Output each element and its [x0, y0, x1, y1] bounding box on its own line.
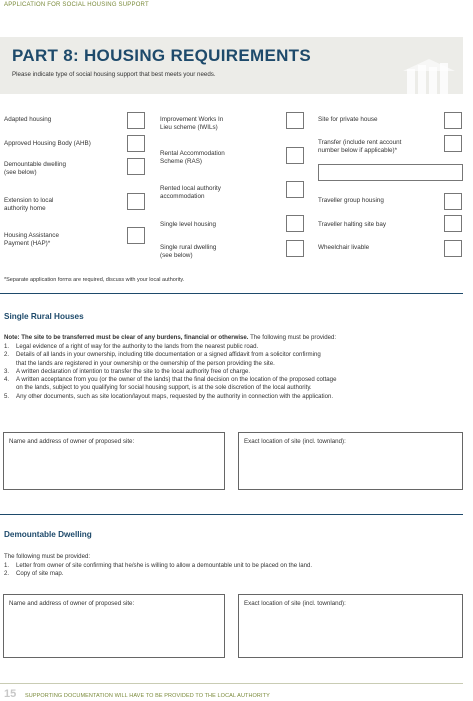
demountable-title: Demountable Dwelling: [4, 530, 92, 539]
single-rural-note: [4, 334, 466, 342]
checkbox-ahb[interactable]: [127, 135, 145, 152]
list-item: 2. Details of all lands in your ownership, including title documentation or a signed affidavit from a solicitor confirming that the lands are registered in your ownership or the ownership of the person providing the site.: [4, 351, 321, 367]
list-item: 2. Copy of site map.: [4, 570, 64, 578]
list-item: 3. A written declaration of intention to transfer the site to the local authority free of charge.: [4, 367, 251, 375]
option-label-wheelchair: Wheelchair livable: [318, 244, 370, 251]
option-label-single-rural: Single rural dwelling (see below): [160, 244, 217, 260]
checkbox-single-level[interactable]: [286, 215, 304, 232]
list-item: 5. Any other documents, such as site location/layout maps, requested by the authority in connection with the application.: [4, 392, 334, 400]
document-header-label: APPLICATION FOR SOCIAL HOUSING SUPPORT: [4, 2, 149, 8]
demountable-list: [4, 562, 469, 579]
option-label-site-private: Site for private house: [318, 116, 378, 123]
single-rural-owner-label: Name and address of owner of proposed site:: [9, 438, 135, 445]
option-label-traveller-group: Traveller group housing: [318, 197, 384, 204]
footer-divider: [0, 683, 463, 684]
option-label-single-level: Single level housing: [160, 221, 217, 228]
checkbox-demountable[interactable]: [127, 158, 145, 175]
single-rural-note-bold: Note: The site to be transferred must be clear of any burdens, financial or otherwise.: [4, 334, 249, 341]
single-rural-title: Single Rural Houses: [4, 312, 84, 321]
rent-account-number-input[interactable]: [318, 164, 463, 181]
single-rural-owner-field[interactable]: [3, 432, 225, 490]
checkbox-site-private[interactable]: [444, 112, 462, 129]
demountable-owner-label: Name and address of owner of proposed site:: [9, 600, 135, 607]
demountable-intro: The following must be provided:: [4, 553, 91, 560]
list-item: 1. Letter from owner of site confirming that he/she is willing to allow a demountable unit to be placed on the land.: [4, 562, 313, 569]
option-label-traveller-halting: Traveller halting site bay: [318, 221, 387, 228]
single-rural-list: [4, 343, 469, 401]
option-label-iwils: Improvement Works In Lieu scheme (IWILs): [160, 116, 224, 132]
list-item: 1. Legal evidence of a right of way for the authority to the lands from the nearest public road.: [4, 343, 259, 350]
footer-text: SUPPORTING DOCUMENTATION WILL HAVE TO BE PROVIDED TO THE LOCAL AUTHORITY: [25, 693, 270, 699]
option-label-demountable: Demountable dwelling (see below): [4, 161, 66, 177]
option-label-extension: Extension to local authority home: [4, 197, 54, 213]
checkbox-ras[interactable]: [286, 147, 304, 164]
option-label-ahb: Approved Housing Body (AHB): [4, 140, 91, 147]
single-rural-note-rest: The following must be provided:: [248, 334, 337, 341]
checkbox-wheelchair[interactable]: [444, 240, 462, 257]
page-subtitle: Please indicate type of social housing support that best meets your needs.: [12, 71, 216, 78]
page-number: 15: [4, 688, 17, 700]
demountable-location-label: Exact location of site (incl. townland):: [244, 600, 346, 607]
single-rural-location-label: Exact location of site (incl. townland):: [244, 438, 346, 445]
checkbox-adapted-housing[interactable]: [127, 112, 145, 129]
checkbox-single-rural[interactable]: [286, 240, 304, 257]
option-label-hap: Housing Assistance Payment (HAP)*: [4, 232, 59, 248]
option-label-transfer: Transfer (include rent account number below if applicable)*: [318, 139, 402, 155]
single-rural-location-field[interactable]: [238, 432, 463, 490]
house-graphic-icon: [403, 59, 455, 94]
demountable-owner-field[interactable]: [3, 594, 225, 658]
checkbox-traveller-group[interactable]: [444, 193, 462, 210]
checkbox-rented-la[interactable]: [286, 181, 304, 198]
section-divider: [0, 514, 463, 515]
option-label-rented-la: Rented local authority accommodation: [160, 185, 221, 201]
checkbox-extension[interactable]: [127, 193, 145, 210]
footnote: *Separate application forms are required, discuss with your local authority.: [4, 277, 185, 283]
list-item: 4. A written acceptance from you (or the owner of the lands) that the final decision on the location of the proposed cottage on the lands, subject to you qualifying for social housing support, is at the sole discretion of the local authority.: [4, 376, 337, 392]
checkbox-hap[interactable]: [127, 227, 145, 244]
section-banner: [0, 37, 463, 94]
option-label-adapted-housing: Adapted housing: [4, 116, 52, 123]
checkbox-traveller-halting[interactable]: [444, 215, 462, 232]
demountable-location-field[interactable]: [238, 594, 463, 658]
section-divider: [0, 293, 463, 294]
option-label-ras: Rental Accommodation Scheme (RAS): [160, 150, 225, 166]
checkbox-transfer[interactable]: [444, 135, 462, 152]
page-title: PART 8: HOUSING REQUIREMENTS: [12, 46, 311, 65]
checkbox-iwils[interactable]: [286, 112, 304, 129]
